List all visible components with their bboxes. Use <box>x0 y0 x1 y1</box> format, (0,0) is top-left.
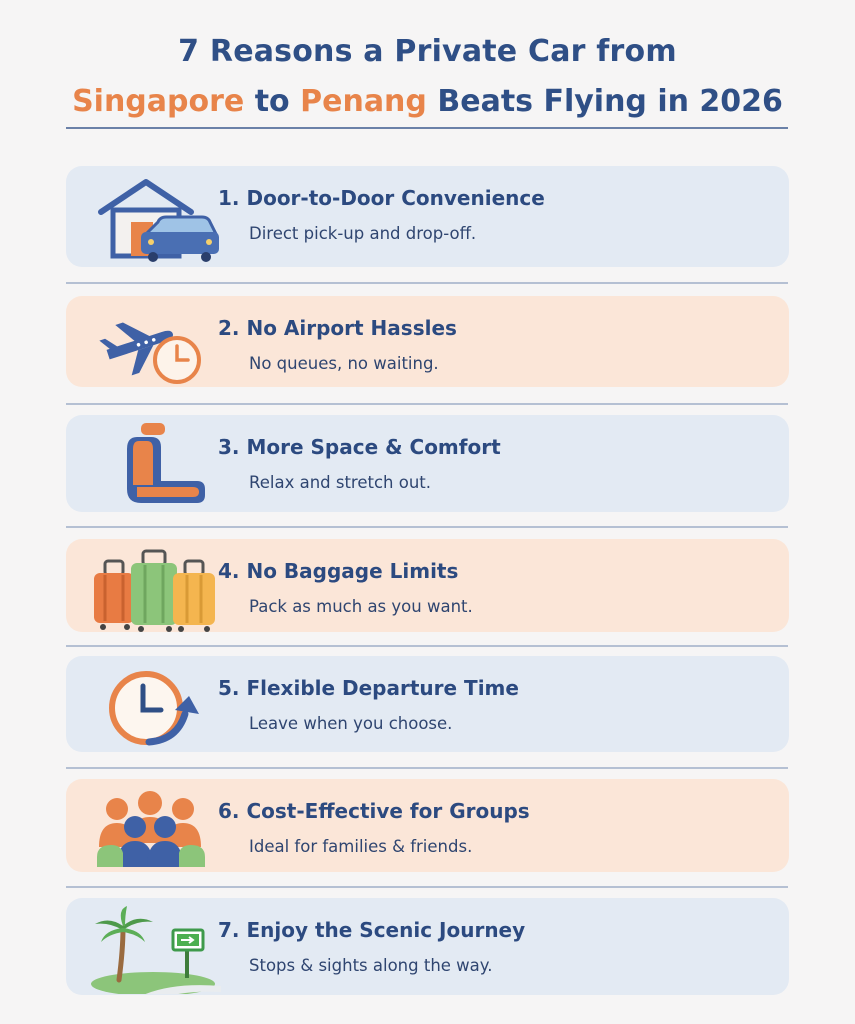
title-destination: Penang <box>300 84 427 119</box>
divider <box>66 282 788 284</box>
reason-description: Direct pick-up and drop-off. <box>249 224 477 243</box>
title-origin: Singapore <box>72 84 245 119</box>
reason-title: 6. Cost-Effective for Groups <box>218 799 530 823</box>
divider <box>66 403 788 405</box>
car-seat-icon <box>91 421 221 511</box>
divider <box>66 526 788 528</box>
reason-description: Stops & sights along the way. <box>249 956 493 975</box>
title-line-1: 7 Reasons a Private Car from <box>178 34 677 69</box>
reason-description: Relax and stretch out. <box>249 473 432 492</box>
reason-title: 7. Enjoy the Scenic Journey <box>218 918 526 942</box>
title-to: to <box>254 84 290 119</box>
house-car-icon <box>91 172 221 262</box>
reason-card-2 <box>66 296 789 387</box>
reason-title: 4. No Baggage Limits <box>218 559 459 583</box>
reason-card-6 <box>66 779 789 872</box>
reason-card-3 <box>66 415 789 512</box>
reason-card-1 <box>66 166 789 267</box>
group-people-icon <box>91 785 221 875</box>
title-underline <box>66 127 788 129</box>
divider <box>66 886 788 888</box>
reason-title: 2. No Airport Hassles <box>218 316 457 340</box>
reason-card-4 <box>66 539 789 632</box>
title-suffix: Beats Flying in 2026 <box>437 84 783 119</box>
title-line-2 <box>0 80 855 124</box>
reason-card-7 <box>66 898 789 995</box>
clock-arrow-icon <box>91 662 221 752</box>
reason-title: 5. Flexible Departure Time <box>218 676 519 700</box>
divider <box>66 645 788 647</box>
reason-description: No queues, no waiting. <box>249 354 439 373</box>
divider <box>66 767 788 769</box>
reason-description: Ideal for families & friends. <box>249 837 473 856</box>
reason-title: 1. Door-to-Door Convenience <box>218 186 545 210</box>
palm-road-sign-icon <box>91 904 221 994</box>
reason-title: 3. More Space & Comfort <box>218 435 501 459</box>
luggage-icon <box>91 545 221 635</box>
reason-card-5 <box>66 656 789 752</box>
reason-description: Leave when you choose. <box>249 714 453 733</box>
reason-description: Pack as much as you want. <box>249 597 473 616</box>
airplane-clock-icon <box>91 302 221 392</box>
page-title <box>0 30 855 124</box>
